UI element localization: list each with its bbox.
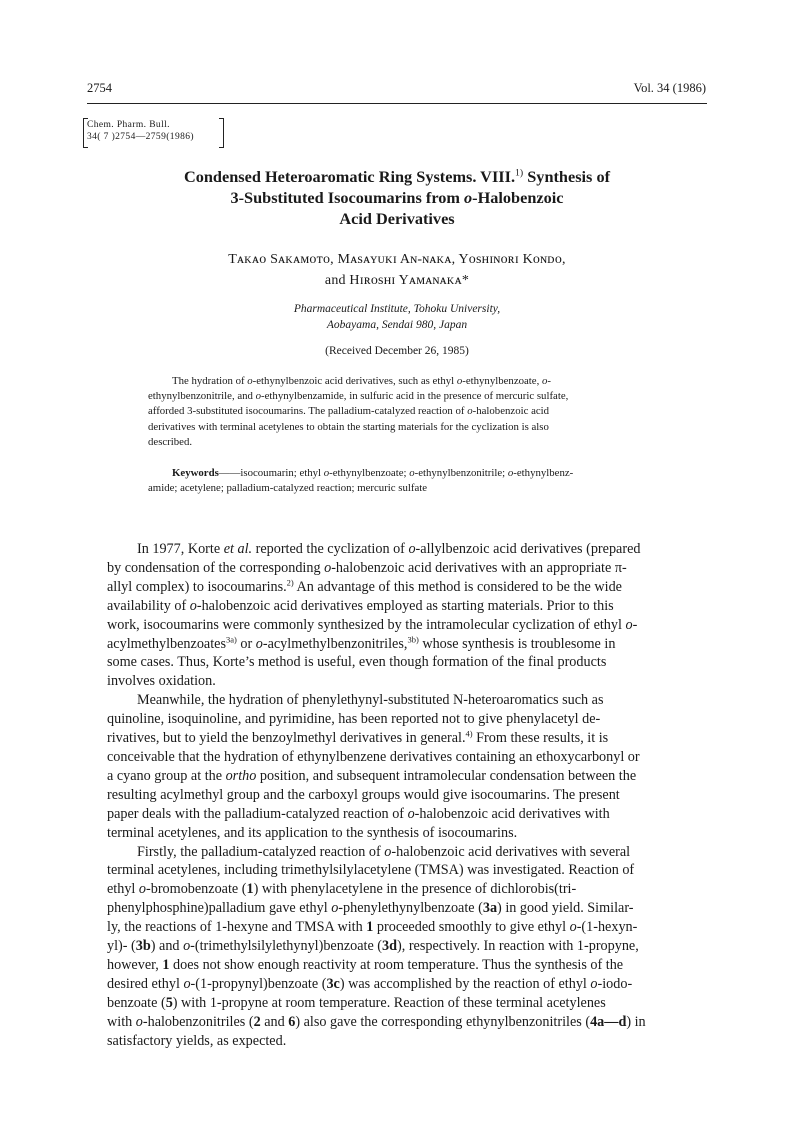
citation-bracket-right bbox=[219, 118, 224, 148]
received-date: (Received December 26, 1985) bbox=[325, 345, 469, 357]
header-rule bbox=[87, 103, 707, 104]
paragraph-2-start: Meanwhile, the hydration of phenylethynyl-substituted N-heteroaromatics such as bbox=[137, 692, 604, 709]
abstract: The hydration of o-ethynylbenzoic acid derivatives, such as ethyl o-ethynylbenzoate, o- ethynylbenzonitrile, and o-ethynylbenzamide, in sulfuric acid in the presence of mercuric sulfate, afforded 3-substituted isocoumarins. The palladium-catalyzed reaction of o-halobenzoic acid derivatives with terminal acetylenes to obtain the starting materials for the cyclization is also described. bbox=[148, 375, 569, 448]
citation-reference: 34( 7 )2754—2759(1986) bbox=[87, 132, 194, 142]
citation-box bbox=[87, 119, 227, 143]
article-title: Condensed Heteroaromatic Ring Systems. VIII.$^{1)}$ Synthesis of 3-Substituted Isocoumarins from o-Halobenzoic Acid Derivatives bbox=[183, 167, 611, 228]
author-list bbox=[147, 249, 647, 291]
paragraph-3-start: Firstly, the palladium-catalyzed reaction of o-halobenzoic acid derivatives with several bbox=[137, 843, 631, 860]
running-head bbox=[87, 81, 706, 99]
page-number: 2754 bbox=[87, 81, 112, 95]
footnote-ref: 1) bbox=[515, 167, 524, 179]
affiliation: Pharmaceutical Institute, Tohoku University, Aobayama, Sendai 980, Japan bbox=[293, 303, 501, 331]
keywords: Keywords——isocoumarin; ethyl o-ethynylbenzoate; o-ethynylbenzonitrile; o-ethynylbenz- amide; acetylene; palladium-catalyzed reaction; mercuric sulfate bbox=[148, 467, 574, 495]
body-text: In 1977, Korte et al. reported the cyclization of o-allylbenzoic acid derivatives (prepared by condensation of the corresponding o-halobenzoic acid derivatives with an appropriate π- allyl complex) to isocoumarins.$^{2)}$ An advantage of this method is considered to be the wide availability of o-halobenzoic acid derivatives employed as starting materials. Prior to this work, isocoumarins were commonly synthesized by the intramolecular cyclization of ethyl o- acylmethylbenzoates$^{3a)}$ or o-acylmethylbenzonitriles,$^{3b)}$ whose synthesis is troublesome in some cases. Thus, Korte’s method is useful, even though formation of the final products involves oxidation. Meanwhile, the hydration of phenylethynyl-substituted N-heteroaromatics such as quinoline, isoquinoline, and pyrimidine, has been reported not to give phenylacetyl de- rivatives, but to yield the benzoylmethyl derivatives in general.$^{4)}$ From these results, it is conceivable that the hydration of ethynylbenzene derivatives containing an ethoxycarbonyl or a cyano group at the ortho position, and subsequent intramolecular condensation between the resulting acylmethyl group and the carboxyl groups would give isocoumarins. The present paper deals with the palladium-catalyzed reaction of o-halobenzoic acid derivatives with terminal acetylenes, and its application to the synthesis of isocoumarins. Firstly, the palladium-catalyzed reaction of o-halobenzoic acid derivatives with several terminal acetylenes, including trimethylsilylacetylene (TMSA) was investigated. Reaction of ethyl o-bromobenzoate (1) with phenylacetylene in the presence of dichlorobis(tri- phenylphosphine)palladium gave ethyl o-phenylethynylbenzoate (3a) in good yield. Similar- ly, the reactions of 1-hexyne and TMSA with 1 proceeded smoothly to give ethyl o-(1-hexyn- yl)- (3b) and o-(trimethylsilylethynyl)benzoate (3d), respectively. In reaction with 1-propyne, however, 1 does not show enough reactivity at room temperature. Thus the synthesis of the desired ethyl o-(1-propynyl)benzoate (3c) was accomplished by the reaction of ethyl o-iodo- benzoate (5) with 1-propyne at room temperature. Reaction of these terminal acetylenes with o-halobenzonitriles (2 and 6) also gave the corresponding ethynylbenzonitriles (4a—d) in satisfactory yields, as expected. bbox=[107, 540, 707, 1050]
volume-info: Vol. 34 (1986) bbox=[633, 81, 706, 95]
citation-journal: Chem. Pharm. Bull. bbox=[87, 120, 170, 130]
authors-line-2: and Hɪʀᴏsʜɪ Yᴀᴍᴀɴᴀᴋᴀ* bbox=[324, 273, 470, 288]
authors-line-1: Tᴀᴋᴀᴏ Sᴀᴋᴀᴍᴏᴛᴏ, Mᴀsᴀʏᴜᴋɪ Aɴ-ɴᴀᴋᴀ, Yᴏsʜɪɴᴏʀɪ Kᴏɴᴅᴏ, bbox=[228, 252, 566, 267]
paragraph-1-start: In 1977, Korte et al. reported the cyclization of o-allylbenzoic acid derivatives (prepared bbox=[137, 541, 641, 557]
citation-bracket-left bbox=[83, 118, 88, 148]
keywords-label: Keywords bbox=[172, 467, 219, 479]
